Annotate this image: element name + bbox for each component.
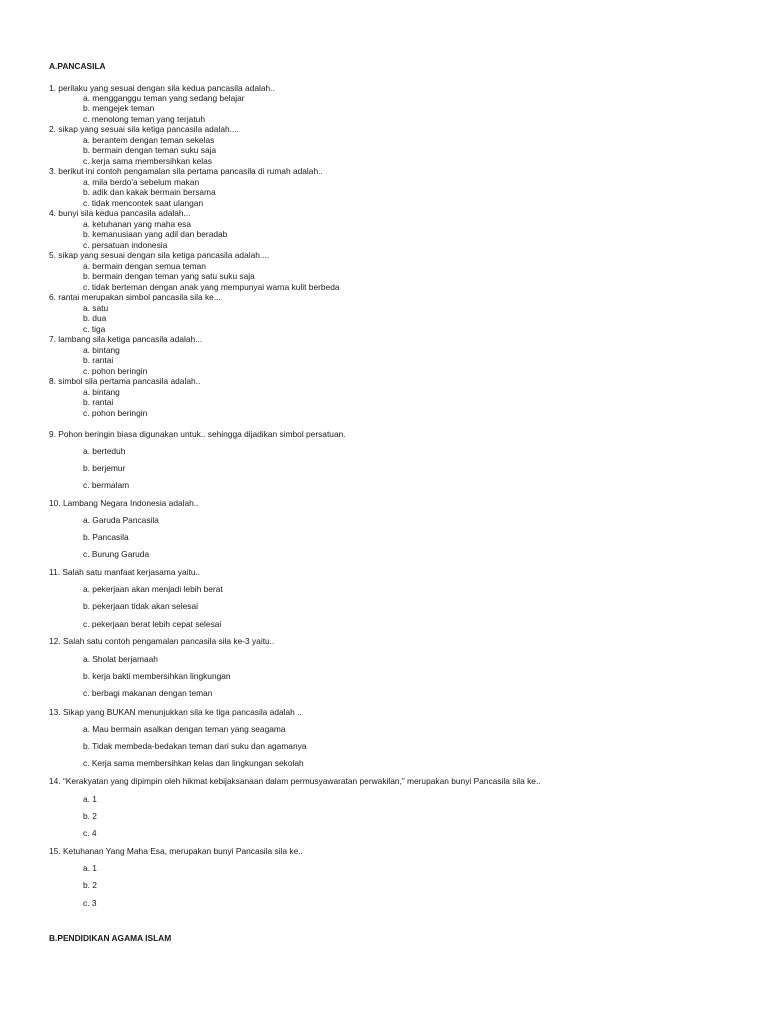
question-6-option-a: a. satu <box>83 303 109 313</box>
question-1-option-b: b. mengejek teman <box>83 103 155 113</box>
question-15-option-b: b. 2 <box>83 880 97 890</box>
question-9-option-b: b. berjemur <box>83 463 126 473</box>
question-3-option-c: c. tidak mencontek saat ulangan <box>83 198 204 208</box>
question-5-option-b: b. bermain dengan teman yang satu suku saja <box>83 271 255 281</box>
question-11: 11. Salah satu manfaat kerjasama yaitu.. <box>49 567 201 577</box>
question-11-option-a: a. pekerjaan akan menjadi lebih berat <box>83 584 223 594</box>
question-4: 4. bunyi sila kedua pancasila adalah... <box>49 208 191 218</box>
question-12-option-a: a. Sholat berjamaah <box>83 654 158 664</box>
question-14-option-b: b. 2 <box>83 811 97 821</box>
question-8-option-b: b. rantai <box>83 397 114 407</box>
question-11-option-c: c. pekerjaan berat lebih cepat selesai <box>83 619 222 629</box>
question-9-option-a: a. berteduh <box>83 446 126 456</box>
question-7-option-a: a. bintang <box>83 345 120 355</box>
question-12: 12. Salah satu contoh pengamalan pancasila sila ke-3 yaitu.. <box>49 636 275 646</box>
question-6-option-c: c. tiga <box>83 324 106 334</box>
question-2-option-a: a. berantem dengan teman sekelas <box>83 135 215 145</box>
question-14-option-a: a. 1 <box>83 794 97 804</box>
question-6-option-b: b. dua <box>83 313 107 323</box>
question-2: 2. sikap yang sesuai sila ketiga pancasila adalah.... <box>49 124 239 134</box>
question-12-option-c: c. berbagi makanan dengan teman <box>83 688 213 698</box>
question-7-option-b: b. rantai <box>83 355 114 365</box>
section-title-pancasila: A.PANCASILA <box>49 61 106 71</box>
question-13-option-c: c. Kerja sama membersihkan kelas dan lingkungan sekolah <box>83 758 304 768</box>
question-4-option-c: c. persatuan indonesia <box>83 240 168 250</box>
question-5: 5. sikap yang sesuai dengan sila ketiga pancasila adalah.... <box>49 250 270 260</box>
question-3-option-b: b. adik dan kakak bermain bersama <box>83 187 216 197</box>
question-3-option-a: a. mila berdo'a sebelum makan <box>83 177 200 187</box>
question-5-option-a: a. bermain dengan semua teman <box>83 261 206 271</box>
question-1-option-a: a. mengganggu teman yang sedang belajar <box>83 93 245 103</box>
question-8-option-a: a. bintang <box>83 387 120 397</box>
question-14-option-c: c. 4 <box>83 828 97 838</box>
question-13: 13. Sikap yang BUKAN menunjukkan sila ke tiga pancasila adalah .. <box>49 707 302 717</box>
question-7-option-c: c. pohon beringin <box>83 366 148 376</box>
question-2-option-c: c. kerja sama membersihkan kelas <box>83 156 212 166</box>
question-12-option-b: b. kerja bakti membersihkan lingkungan <box>83 671 231 681</box>
question-15-option-c: c. 3 <box>83 898 97 908</box>
question-3: 3. berikut ini contoh pengamalan sila pertama pancasila di rumah adalah.. <box>49 166 323 176</box>
question-15: 15. Ketuhanan Yang Maha Esa, merupakan bunyi Pancasila sila ke.. <box>49 846 303 856</box>
question-4-option-a: a. ketuhanan yang maha esa <box>83 219 192 229</box>
question-6: 6. rantai merupakan simbol pancasila sila ke... <box>49 292 221 302</box>
question-10-option-b: b. Pancasila <box>83 532 129 542</box>
question-9: 9. Pohon beringin biasa digunakan untuk.. sehingga dijadikan simbol persatuan. <box>49 429 346 439</box>
question-11-option-b: b. pekerjaan tidak akan selesai <box>83 601 198 611</box>
question-9-option-c: c. bermalam <box>83 480 130 490</box>
question-1: 1. perilaku yang sesuai dengan sila kedua pancasila adalah.. <box>49 83 275 93</box>
question-14: 14. “Kerakyatan yang dipimpin oleh hikmat kebijaksanaan dalam permusyawaratan perwakilan,” merupakan bunyi Pancasila sila ke.. <box>49 776 541 786</box>
question-8-option-c: c. pohon beringin <box>83 408 148 418</box>
question-4-option-b: b. kemanusiaan yang adil dan beradab <box>83 229 228 239</box>
question-5-option-c: c. tidak berteman dengan anak yang mempunyai warna kulit berbeda <box>83 282 340 292</box>
question-1-option-c: c. menolong teman yang terjatuh <box>83 114 205 124</box>
question-10: 10. Lambang Negara Indonesia adalah.. <box>49 498 199 508</box>
question-8: 8. simbol sila pertama pancasila adalah.. <box>49 376 201 386</box>
question-15-option-a: a. 1 <box>83 863 97 873</box>
section-title-pendidikan-agama-islam: B.PENDIDIKAN AGAMA ISLAM <box>49 933 172 943</box>
question-10-option-a: a. Garuda Pancasila <box>83 515 159 525</box>
question-13-option-b: b. Tidak membeda-bedakan teman dari suku dan agamanya <box>83 741 307 751</box>
question-10-option-c: c. Burung Garuda <box>83 549 150 559</box>
question-2-option-b: b. bermain dengan teman suku saja <box>83 145 217 155</box>
question-7: 7. lambang sila ketiga pancasila adalah... <box>49 334 203 344</box>
question-13-option-a: a. Mau bermain asalkan dengan teman yang seagama <box>83 724 286 734</box>
